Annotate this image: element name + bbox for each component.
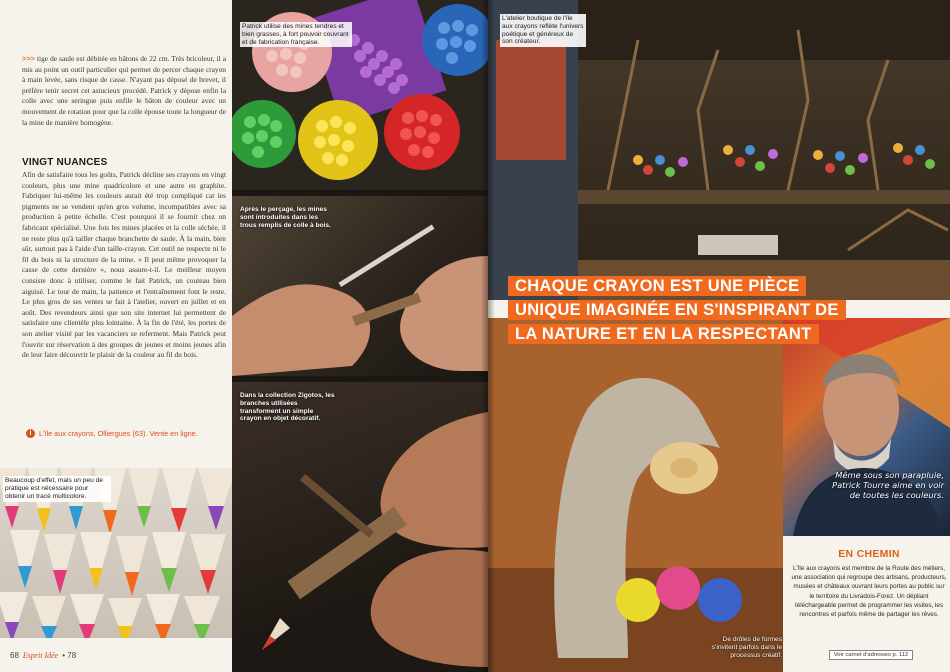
zigotos-illustration <box>232 382 488 672</box>
branch-twig <box>300 474 374 538</box>
folio-magazine-name: Esprit Idée <box>22 651 59 660</box>
paragraph-lead-marker: >>> <box>22 54 35 63</box>
comic-poster <box>496 40 566 160</box>
lead-bundle-yellow <box>298 100 378 180</box>
en-chemin-title: EN CHEMIN <box>838 548 900 560</box>
article-paragraph-1 <box>22 54 226 128</box>
en-chemin-text: L'île aux crayons est membre de la Route des métiers, une association qui regroupe des artisans, producteurs, musées et châteaux ouvrant leurs portes au public sur le territoire du Livradois-Forez. Un dépliant téléchargeable permet de programmer les visites, les rencontres et parfois même de partager les rêves. <box>791 565 947 619</box>
pencil-tip-row-bottom <box>0 592 220 638</box>
caption-inserting-leads: Après le perçage, les mines sont introduites dans les trous remplis de colle à bois. <box>240 206 331 229</box>
paragraph-1-text: tige de saule est débitée en bâtons de 22 cm. Très bricoleur, il a mis au point un outil particulier qui permet de percer chaque crayon à main levée, sans risque de casse. N'ayant pas déposé de brevet, il préfère tenir secret cet astucieux procédé. Patrick y dépose enfin la colle avec une seringue puis enfile le bâton de couleur avec un mouvement de rotation pour que la colle épouse toute la longueur de la mine de manière homogène. <box>22 54 226 127</box>
papers-on-counter <box>698 235 778 255</box>
caption-pencil-tips: Beaucoup d'effet, mais un peu de pratique est nécessaire pour obtenir un tracé multicolore. <box>3 476 111 502</box>
photo-zigotos <box>232 382 488 672</box>
info-line-text: L'île aux crayons, Olliergues (63). Vente en ligne. <box>39 429 198 438</box>
caption-zigotos: Dans la collection Zigotos, les branches utilisées transforment un simple crayon en objet décoratif. <box>240 392 335 423</box>
page-folio <box>10 651 76 660</box>
pencil-tip-row-middle <box>10 530 226 596</box>
folio-page-number: 68 <box>10 651 19 660</box>
pull-quote-headline <box>508 276 846 348</box>
address-book-reference: Voir carnet d'adresses p. 112 <box>829 650 913 660</box>
lead-rod <box>339 225 435 288</box>
photo-column <box>232 0 488 672</box>
driftwood-branches <box>608 30 948 250</box>
headline-line-2: UNIQUE IMAGINÉE EN S'INSPIRANT DE <box>508 300 846 320</box>
caption-portrait: Même sous son parapluie, Patrick Tourre aime en voir de toutes les couleurs. <box>832 470 944 500</box>
en-chemin-box <box>791 548 947 619</box>
wooden-pencil-illustration <box>488 318 783 672</box>
info-icon: i <box>26 429 35 438</box>
hand-right <box>400 256 488 371</box>
hand-bottom <box>371 549 488 667</box>
caption-wooden-pencil: De drôles de formes s'invitent parfois dans le processus créatif. <box>711 636 782 659</box>
portrait-illustration <box>783 318 950 536</box>
article-paragraph-2: Afin de satisfaire tous les goûts, Patrick décline ses crayons en vingt couleurs, plus une mine quadricolore et une autre en graphite. Fabriquer lui-même les couleurs aurait été trop compliqué car les pigments ne se vendent qu'en gros volume, incompatibles avec sa production à petite échelle. C'est pourquoi il se fournit chez un fabricant spécialisé. Une fois les mines placées et la colle séchée, il ne reste plus qu'à tailler chaque branchette de saule. À la main, bien sûr, surtout pas à l'aide d'un taille-crayon. Cet outil ne respecte ni le fil du bois ni la structure de la mine. « Il peut même provoquer la casse de cette dernière », nous assure-t-il. Le meilleur moyen consiste donc à utiliser, comme le fait Patrick, un couteau bien aiguisé. Le tour de main, la patience et l'entraînement font le reste. Le plus gros de ses ventes se fait à l'atelier, ouvert en juillet et en août. Des revendeurs ainsi que son site internet lui permettent de satisfaire une clientèle plus lointaine. À la fin de l'été, les portes de son atelier visité par les vacanciers se referment. Mais Patrick peut l'ouvrir sur réservation à des groupes de jeunes et moins jeunes afin de leur faire découvrir le plaisir de la couleur au fil du bois. <box>22 170 226 360</box>
caption-atelier: L'atelier boutique de l'île aux crayons reflète l'univers poétique et généreux de son créateur. <box>500 14 586 47</box>
info-line <box>26 429 198 438</box>
shop-ceiling <box>578 0 950 60</box>
photo-patrick-tourre <box>783 318 950 536</box>
caption-colored-leads: Patrick utilise des mines tendres et bien grasses, à fort pouvoir couvrant et de fabrication française. <box>240 22 352 47</box>
lead-bundle-red <box>384 94 460 170</box>
folio-issue: • 78 <box>62 651 77 660</box>
hand-left <box>232 284 370 376</box>
headline-line-1: CHAQUE CRAYON EST UNE PIÈCE <box>508 276 806 296</box>
subheading-vingt-nuances: VINGT NUANCES <box>22 157 108 168</box>
photo-wooden-pencil <box>488 318 783 672</box>
headline-line-3: LA NATURE ET EN LA RESPECTANT <box>508 324 819 344</box>
right-page <box>488 0 950 672</box>
branch-cut-core <box>670 458 698 478</box>
shelf-top <box>578 190 950 204</box>
pencil-bouquets <box>633 143 935 177</box>
